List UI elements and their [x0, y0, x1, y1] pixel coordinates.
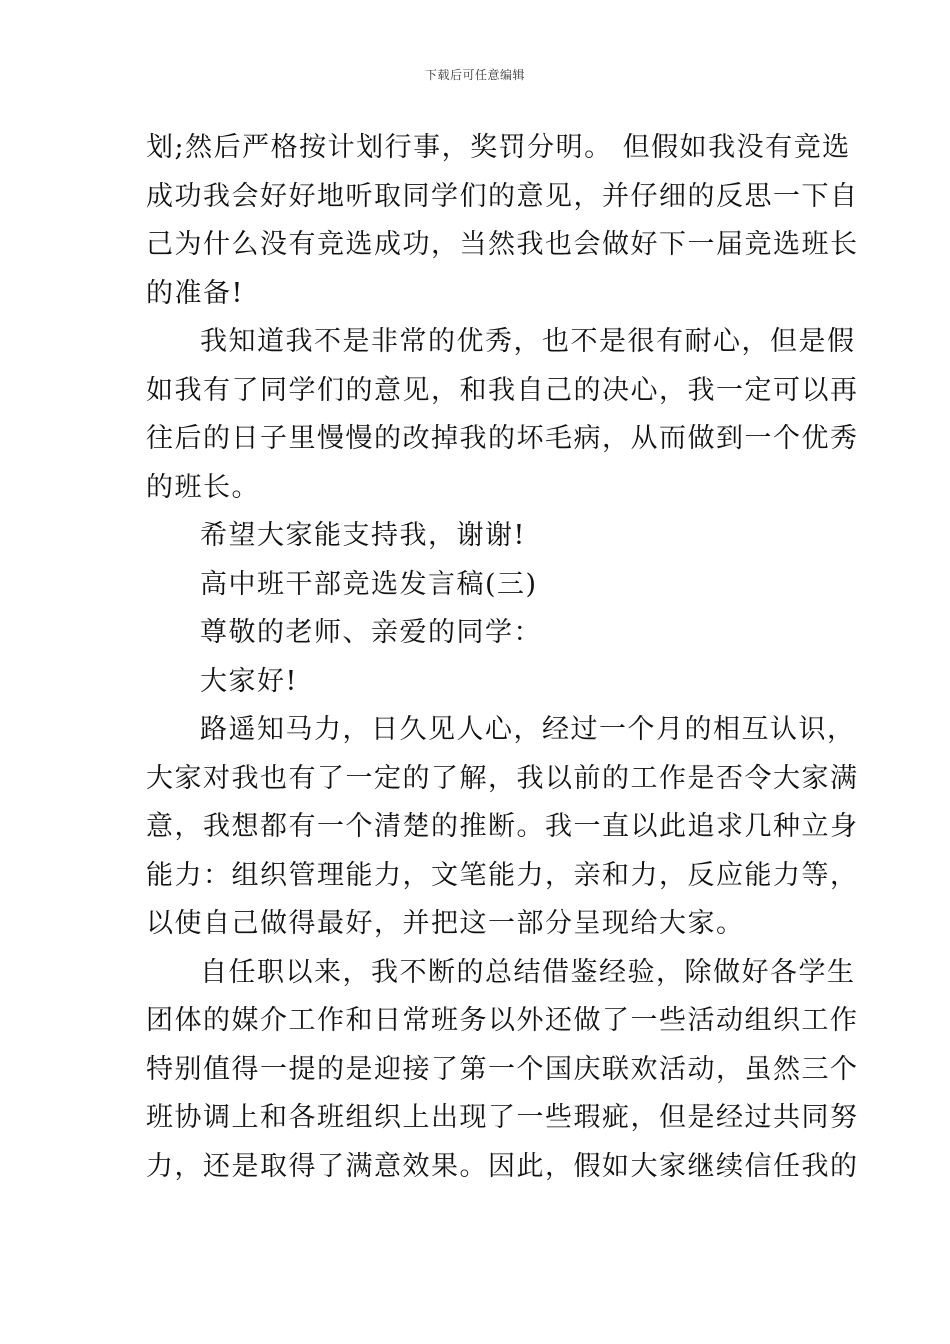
text-line: 往后的日子里慢慢的改掉我的坏毛病，从而做到一个优秀 [146, 423, 859, 454]
text-line: 以使自己做得最好，并把这一部分呈现给大家。 [146, 908, 745, 939]
text-line: 大家好! [200, 665, 298, 697]
text-line: 自任职以来，我不断的总结借鉴经验，除做好各学生 [200, 956, 856, 988]
text-line: 能力：组织管理能力，文笔能力，亲和力，反应能力等， [146, 859, 859, 891]
text-line: 己为什么没有竞选成功，当然我也会做好下一届竞选班长 [146, 229, 859, 260]
text-line: 团体的媒介工作和日常班务以外还做了一些活动组织工作 [146, 1005, 859, 1036]
text-line: 如我有了同学们的意见，和我自己的决心，我一定可以再 [146, 374, 859, 406]
text-line: 班协调上和各班组织上出现了一些瑕疵，但是经过共同努 [146, 1102, 859, 1133]
text-line: 高中班干部竞选发言稿(三) [200, 568, 538, 600]
text-line: 路遥知马力，日久见人心，经过一个月的相互认识， [200, 714, 856, 745]
text-line: 的准备! [146, 277, 244, 309]
text-line: 力，还是取得了满意效果。因此，假如大家继续信任我的 [146, 1150, 859, 1182]
text-line: 划;然后严格按计划行事，奖罚分明。 但假如我没有竞选 [146, 132, 851, 163]
text-line: 成功我会好好地听取同学们的意见，并仔细的反思一下自 [146, 180, 859, 212]
text-line: 的班长。 [146, 471, 260, 503]
text-line: 尊敬的老师、亲爱的同学： [200, 617, 542, 648]
text-line: 意，我想都有一个清楚的推断。我一直以此追求几种立身 [146, 811, 859, 842]
text-line: 我知道我不是非常的优秀，也不是很有耐心，但是假 [200, 326, 856, 357]
text-line: 大家对我也有了一定的了解，我以前的工作是否令大家满 [146, 762, 859, 794]
text-line: 特别值得一提的是迎接了第一个国庆联欢活动，虽然三个 [146, 1053, 859, 1085]
document-body [146, 124, 859, 1191]
page-header: 下载后可任意编辑 [424, 68, 525, 82]
text-line: 希望大家能支持我，谢谢! [200, 520, 526, 551]
